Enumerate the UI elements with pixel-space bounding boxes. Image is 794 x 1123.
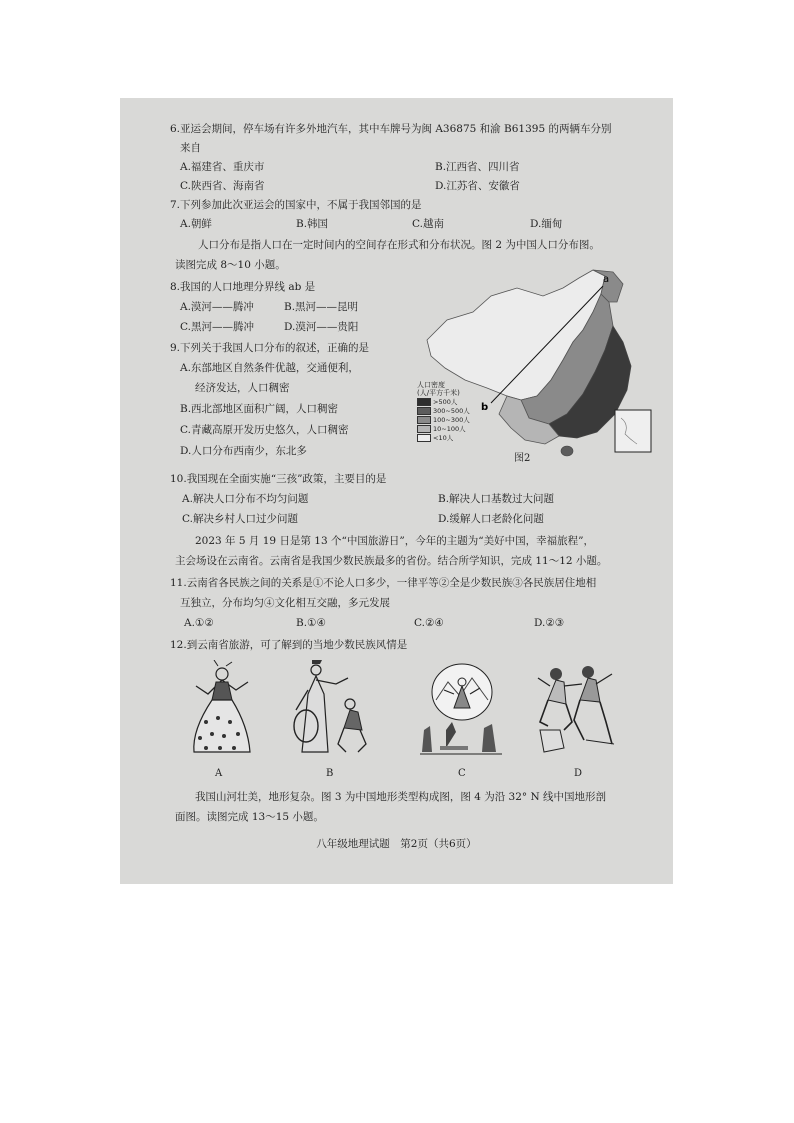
legend-swatch xyxy=(417,416,431,424)
intro-tourism-line1: 2023 年 5 月 19 日是第 13 个“中国旅游日”，今年的主题为“美好中国，幸福旅程”， xyxy=(195,535,594,547)
legend-swatch xyxy=(417,434,431,442)
legend-title-1: 人口密度 xyxy=(417,381,445,389)
q9-option-d: D.人口分布西南少，东北多 xyxy=(180,445,307,457)
legend-swatch xyxy=(417,407,431,415)
legend-label: 10~100人 xyxy=(433,425,466,433)
q9-stem: 9.下列关于我国人口分布的叙述，正确的是 xyxy=(170,342,370,354)
q6-stem-cont: 来自 xyxy=(180,142,201,154)
intro-terrain-line2: 面图。读图完成 13～15 小题。 xyxy=(175,811,324,823)
figure-label-d: D xyxy=(574,768,583,779)
q11-stem: 11.云南省各民族之间的关系是①不论人口多少，一律平等②全是少数民族③各民族居住地相 xyxy=(170,577,597,589)
ethnic-festival-figure-c xyxy=(416,660,506,760)
legend-label: >500人 xyxy=(433,398,458,406)
q7-option-b: B.韩国 xyxy=(296,218,329,230)
q7-stem: 7.下列参加此次亚运会的国家中，不属于我国邻国的是 xyxy=(170,199,422,211)
legend-swatch xyxy=(417,425,431,433)
figure-label-c: C xyxy=(458,768,466,779)
q9-option-b: B.西北部地区面积广阔，人口稠密 xyxy=(180,403,339,415)
q6-option-a: A.福建省、重庆市 xyxy=(180,161,265,173)
q12-stem: 12.到云南省旅游，可了解到的当地少数民族风情是 xyxy=(170,639,408,651)
page-footer: 八年级地理试题 第2页（共6页） xyxy=(316,838,477,850)
q6-stem: 6.亚运会期间，停车场有许多外地汽车，其中车牌号为闽 A36875 和渝 B61395 的两辆车分别 xyxy=(170,123,612,135)
legend-label: <10人 xyxy=(433,434,454,442)
legend-swatch xyxy=(417,398,431,406)
point-b-label: b xyxy=(481,402,489,413)
q7-option-a: A.朝鲜 xyxy=(180,218,212,230)
figure-2-caption: 图2 xyxy=(514,453,531,464)
legend-row xyxy=(417,415,497,424)
q10-option-d: D.缓解人口老龄化问题 xyxy=(438,513,544,525)
figure-label-b: B xyxy=(326,768,334,779)
q9-option-a-line2: 经济发达，人口稠密 xyxy=(195,382,290,394)
q11-option-d: D.②③ xyxy=(534,617,565,629)
legend-row xyxy=(417,424,497,433)
figure-label-a: A xyxy=(215,768,223,779)
legend-row xyxy=(417,397,497,406)
q6-option-b: B.江西省、四川省 xyxy=(435,161,520,173)
point-a-label: a xyxy=(603,274,610,285)
q8-option-c: C.黑河——腾冲 xyxy=(180,321,254,333)
q10-option-b: B.解决人口基数过大问题 xyxy=(438,493,555,505)
intro-population-line1: 人口分布是指人口在一定时间内的空间存在形式和分布状况。图 2 为中国人口分布图。 xyxy=(198,239,600,251)
legend-title-2: (人/平方千米) xyxy=(417,389,460,397)
q7-option-c: C.越南 xyxy=(412,218,444,230)
intro-population-line2: 读图完成 8～10 小题。 xyxy=(175,259,286,271)
q10-option-c: C.解决乡村人口过少问题 xyxy=(182,513,298,525)
q11-option-b: B.①④ xyxy=(296,617,326,629)
q8-option-b: B.黑河——昆明 xyxy=(284,301,359,313)
legend-row xyxy=(417,433,497,442)
q11-option-a: A.①② xyxy=(184,617,214,629)
ethnic-dance-figure-a xyxy=(178,660,268,760)
exam-page xyxy=(120,98,673,884)
q10-stem: 10.我国现在全面实施“三孩”政策，主要目的是 xyxy=(170,473,387,485)
q9-option-a-line1: A.东部地区自然条件优越，交通便利， xyxy=(180,362,359,374)
legend-label: 300~500人 xyxy=(433,407,470,415)
q6-option-d: D.江苏省、安徽省 xyxy=(435,180,520,192)
legend-row xyxy=(417,406,497,415)
q8-stem: 8.我国的人口地理分界线 ab 是 xyxy=(170,281,316,293)
q8-option-a: A.漠河——腾冲 xyxy=(180,301,254,313)
q9-option-c: C.青藏高原开发历史悠久，人口稠密 xyxy=(180,424,349,436)
q8-option-d: D.漠河——贵阳 xyxy=(284,321,359,333)
q6-option-c: C.陕西省、海南省 xyxy=(180,180,265,192)
q11-stem-cont: 互独立，分布均匀④文化相互交融，多元发展 xyxy=(180,597,390,609)
ethnic-dance-figure-d xyxy=(530,660,620,760)
south-sea-inset xyxy=(615,410,651,452)
q7-option-d: D.缅甸 xyxy=(530,218,563,230)
ethnic-dance-figure-b xyxy=(288,660,378,760)
q10-option-a: A.解决人口分布不均匀问题 xyxy=(182,493,309,505)
q11-option-c: C.②④ xyxy=(414,617,444,629)
map-island xyxy=(561,446,573,456)
map-legend xyxy=(417,381,497,442)
intro-tourism-line2: 主会场设在云南省。云南省是我国少数民族最多的省份。结合所学知识，完成 11～12 小题。 xyxy=(175,555,608,567)
legend-label: 100~300人 xyxy=(433,416,470,424)
intro-terrain-line1: 我国山河壮美，地形复杂。图 3 为中国地形类型构成图，图 4 为沿 32° N 线中国地形剖 xyxy=(195,791,607,803)
